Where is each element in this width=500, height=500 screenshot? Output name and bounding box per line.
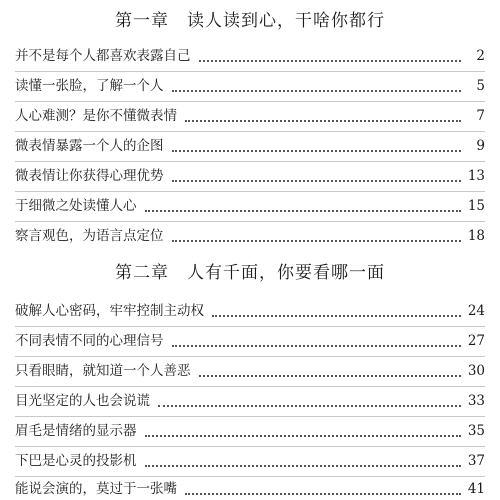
toc-leader-dots bbox=[185, 120, 461, 122]
toc-page-number: 24 bbox=[467, 303, 485, 319]
toc-page-number: 33 bbox=[467, 393, 485, 409]
toc-entry-title: 下巴是心灵的投影机 bbox=[15, 453, 137, 469]
toc-entry[interactable] bbox=[15, 449, 485, 471]
divider bbox=[15, 416, 485, 417]
toc-entry-title: 人心难测？是你不懂微表情 bbox=[15, 108, 177, 124]
toc-entry[interactable] bbox=[15, 299, 485, 321]
toc-page-number: 35 bbox=[467, 423, 485, 439]
toc-entry-title: 眉毛是情绪的显示器 bbox=[15, 423, 137, 439]
toc-entry-title: 读懂一张脸，了解一个人 bbox=[15, 78, 164, 94]
toc-entry[interactable] bbox=[15, 359, 485, 381]
toc-page-number: 5 bbox=[476, 78, 485, 94]
toc-leader-dots bbox=[172, 90, 462, 92]
toc-entry[interactable] bbox=[15, 389, 485, 411]
toc-page-number: 41 bbox=[467, 481, 485, 497]
divider bbox=[15, 101, 485, 102]
divider bbox=[15, 326, 485, 327]
toc-entry[interactable] bbox=[15, 329, 485, 351]
chapter-1-title: 第一章 读人读到心，干啥你都行 bbox=[115, 11, 385, 31]
divider bbox=[15, 191, 485, 192]
divider bbox=[15, 71, 485, 72]
toc-entry-title: 察言观色，为语言点定位 bbox=[15, 228, 164, 244]
divider bbox=[15, 356, 485, 357]
toc-page-number: 9 bbox=[476, 138, 485, 154]
toc-page-number: 37 bbox=[467, 453, 485, 469]
toc-leader-dots bbox=[172, 240, 462, 242]
divider bbox=[15, 221, 485, 222]
toc-page-number: 18 bbox=[467, 228, 485, 244]
toc-entry[interactable] bbox=[15, 134, 485, 156]
toc-entry[interactable] bbox=[15, 477, 485, 499]
divider bbox=[15, 386, 485, 387]
toc-leader-dots bbox=[199, 375, 462, 377]
toc-leader-dots bbox=[172, 180, 462, 182]
toc-entry[interactable] bbox=[15, 164, 485, 186]
toc-entry[interactable] bbox=[15, 419, 485, 441]
toc-entry-title: 只看眼睛，就知道一个人善恶 bbox=[15, 363, 191, 379]
toc-entry-title: 于细微之处读懂人心 bbox=[15, 198, 137, 214]
toc-entry[interactable] bbox=[15, 104, 485, 126]
divider bbox=[15, 161, 485, 162]
toc-entry-title: 破解人心密码，牢牢控制主动权 bbox=[15, 303, 204, 319]
toc-entry[interactable] bbox=[15, 194, 485, 216]
toc-entry-title: 能说会演的，莫过于一张嘴 bbox=[15, 481, 177, 497]
toc-entry[interactable] bbox=[15, 74, 485, 96]
toc-entry-title: 微表情让你获得心理优势 bbox=[15, 168, 164, 184]
toc-leader-dots bbox=[145, 465, 462, 467]
toc-page-number: 30 bbox=[467, 363, 485, 379]
toc-leader-dots bbox=[185, 493, 461, 495]
toc-page-number: 7 bbox=[476, 108, 485, 124]
toc-entry-title: 并不是每个人都喜欢表露自己 bbox=[15, 48, 191, 64]
divider bbox=[15, 131, 485, 132]
toc-entry[interactable] bbox=[15, 44, 485, 66]
toc-leader-dots bbox=[172, 345, 462, 347]
toc-leader-dots bbox=[158, 405, 461, 407]
toc-leader-dots bbox=[145, 435, 462, 437]
toc-entry-title: 微表情暴露一个人的企图 bbox=[15, 138, 164, 154]
toc-entry[interactable] bbox=[15, 224, 485, 246]
toc-entry-title: 目光坚定的人也会说谎 bbox=[15, 393, 150, 409]
toc-page-number: 15 bbox=[467, 198, 485, 214]
toc-page-number: 27 bbox=[467, 333, 485, 349]
toc-leader-dots bbox=[199, 60, 462, 62]
toc-leader-dots bbox=[145, 210, 462, 212]
toc-leader-dots bbox=[172, 150, 462, 152]
toc-leader-dots bbox=[212, 315, 461, 317]
divider bbox=[15, 446, 485, 447]
chapter-2-title: 第二章 人有千面，你要看哪一面 bbox=[115, 263, 385, 283]
toc-page-number: 2 bbox=[476, 48, 485, 64]
toc-entry-title: 不同表情不同的心理信号 bbox=[15, 333, 164, 349]
toc-page-number: 13 bbox=[467, 168, 485, 184]
